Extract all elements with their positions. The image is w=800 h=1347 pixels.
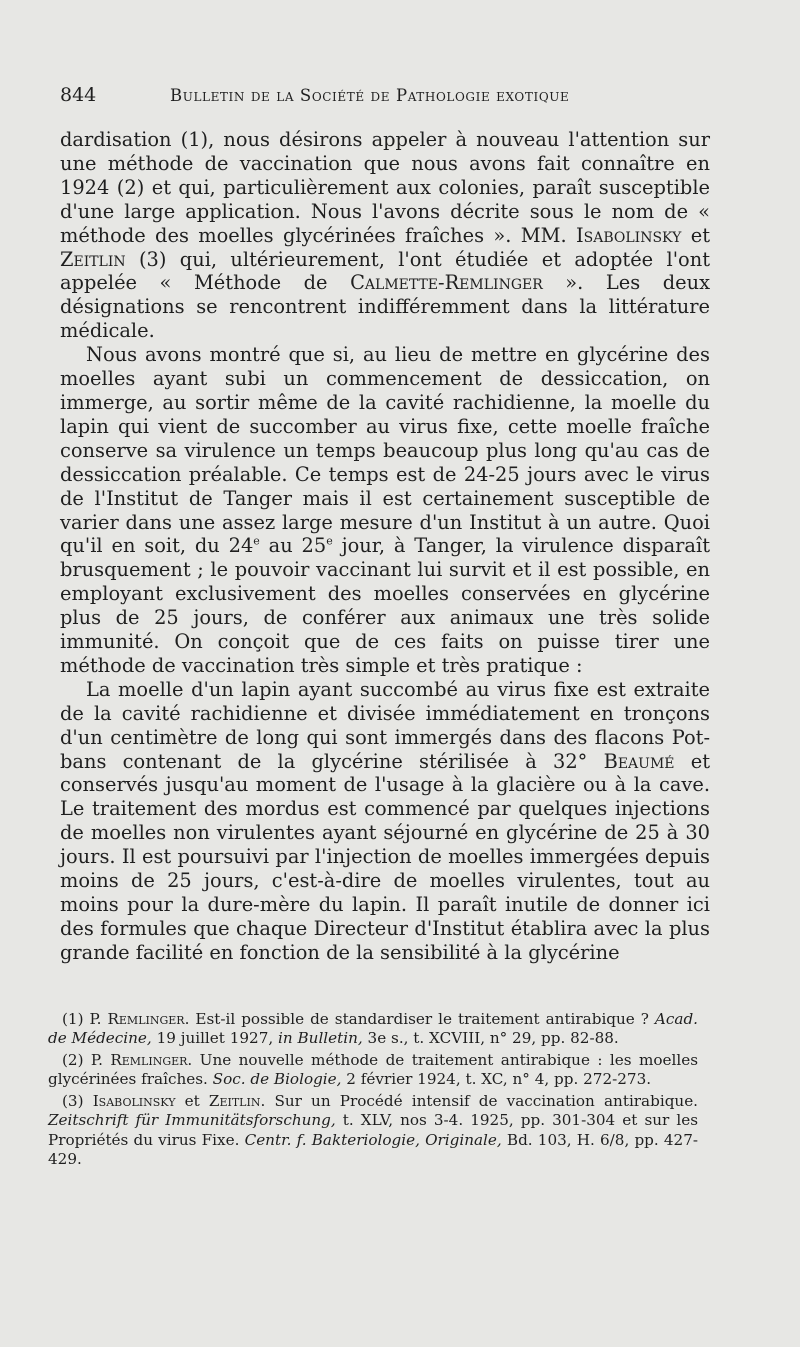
text-run: et	[681, 223, 710, 247]
journal-name: Centr. f. Bakteriologie, Originale,	[244, 1130, 502, 1149]
text-run: La moelle d'un lapin ayant succombé au virus fixe est extraite de la cavité rachidienne et divisée immédiatement en tronçons d'un centimètre de long qui sont immergés dans des flacons Pot-bans contenant de la glycérine stérilisée à 32°	[60, 677, 710, 773]
superscript: e	[253, 534, 260, 548]
text-run: 2 février 1924, t. XC, n° 4, pp. 272-273.	[341, 1070, 652, 1089]
footnote-1	[48, 1010, 698, 1048]
author-name: Isabolinsky	[575, 223, 682, 247]
author-name: Remlinger.	[110, 1051, 193, 1070]
page-header	[60, 84, 760, 110]
paragraph-2	[60, 343, 710, 678]
author-name: Zeitlin.	[208, 1092, 266, 1111]
author-name: Remlinger.	[107, 1010, 190, 1028]
footnotes	[48, 1010, 698, 1172]
text-run: Une nouvelle méthode de traitement antirabique : les moelles glycérinées fraîches.	[48, 1051, 698, 1089]
author-name: Zeitlin	[60, 247, 126, 271]
text-run: Sur un Procédé intensif de vaccination antirabique.	[265, 1092, 699, 1111]
text-run: Bd. 103, H. 6/8, pp. 427-429.	[48, 1130, 699, 1168]
text-run: Est-il possible de standardiser le traitement antirabique ?	[189, 1010, 655, 1028]
text-run: (2) P.	[62, 1051, 111, 1070]
text-run: t. XLV, nos 3-4. 1925, pp. 301-304 et sur les Propriétés du virus Fixe.	[48, 1111, 698, 1149]
journal-name: Soc. de Biologie,	[212, 1070, 342, 1089]
journal-name: Zeitschrift für Immunitätsforschung,	[48, 1111, 336, 1130]
journal-name: Acad. de Médecine,	[48, 1010, 699, 1048]
text-run: (1) P.	[62, 1010, 108, 1028]
text-run: (3) qui, ultérieurement, l'ont étudiée et adoptée l'ont appelée « Méthode de	[60, 247, 710, 295]
page-number: 844	[60, 84, 97, 106]
unit-name: Beaumé	[603, 749, 675, 773]
text-run: jour, à Tanger, la virulence disparaît brusquement ; le pouvoir vaccinant lui survit et il est possible, en employant exclusivement des moelles conservées en glycérine plus de 25 jours, de conférer aux animaux une très solide immunité. On conçoit que de ces faits on puisse tirer une méthode de vaccination très simple et très pratique :	[60, 534, 710, 677]
footnote-2	[48, 1051, 698, 1089]
superscript: e	[326, 534, 333, 548]
text-run: Nous avons montré que si, au lieu de mettre en glycérine des moelles ayant subi un commencement de dessiccation, on immerge, au sortir même de la cavité rachidienne, la moelle du lapin qui vient de succomber au virus fixe, cette moelle fraîche conserve sa virulence un temps beaucoup plus long qu'au cas de dessiccation préalable. Ce temps est de 24-25 jours avec le virus de l'Institut de Tanger mais il est certainement susceptible de varier dans une assez large mesure d'un Institut à un autre. Quoi qu'il en soit, du 24	[60, 343, 710, 558]
text-run: (3)	[62, 1092, 93, 1111]
method-name: Calmette-Remlinger	[350, 271, 543, 295]
text-run: 19 juillet 1927,	[151, 1029, 279, 1048]
main-text	[60, 128, 710, 965]
text-run: dardisation (1), nous désirons appeler à nouveau l'attention sur une méthode de vaccination que nous avons fait connaître en 1924 (2) et qui, particulièrement aux colonies, paraît susceptible d'une large application. Nous l'avons décrite sous le nom de « méthode des moelles glycérinées fraîches ». MM.	[60, 128, 710, 247]
text-run: au 25	[259, 534, 327, 558]
text-run: ». Les deux désignations se rencontrent indifféremment dans la littérature médicale.	[60, 271, 711, 343]
paragraph-3	[60, 678, 710, 965]
text-run: 3e s., t. XCVIII, n° 29, pp. 82-88.	[362, 1029, 619, 1048]
footnote-3	[48, 1092, 698, 1168]
text-run: et	[175, 1092, 209, 1111]
running-title: Bulletin de la Société de Pathologie exotique	[170, 86, 570, 105]
paragraph-1	[60, 128, 710, 343]
author-name: Isabolinsky	[92, 1092, 176, 1111]
text-run: et conservés jusqu'au moment de l'usage à la glacière ou à la cave. Le traitement des mordus est commencé par quelques injections de moelles non virulentes ayant séjourné en glycérine de 25 à 30 jours. Il est poursuivi par l'injection de moelles immergées depuis moins de 25 jours, c'est-à-dire de moelles virulentes, tout au moins pour la dure-mère du lapin. Il paraît inutile de donner ici des formules que chaque Directeur d'Institut établira avec la plus grande facilité en fonction de la sensibilité à la glycérine	[60, 749, 710, 964]
journal-name: in Bulletin,	[278, 1029, 363, 1048]
